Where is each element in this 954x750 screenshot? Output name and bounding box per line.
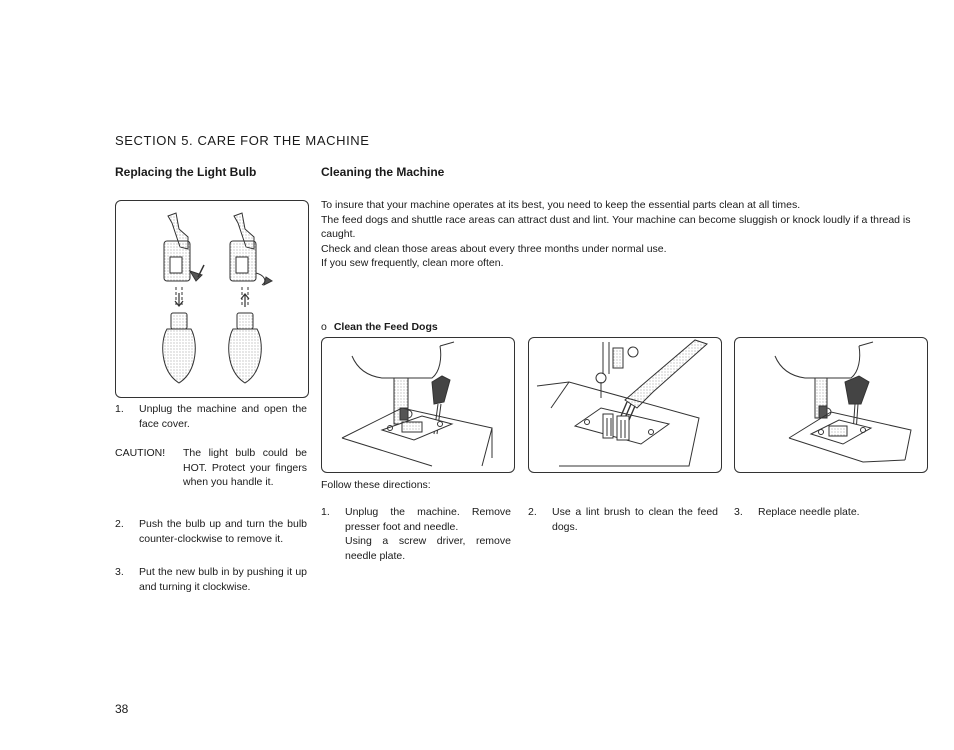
intro-line-4: If you sew frequently, clean more often. [321, 257, 504, 269]
right-step-3 [734, 505, 926, 520]
cleaning-intro [321, 198, 935, 271]
intro-line-2: The feed dogs and shuttle race areas can attract dust and lint. Your machine can become sluggish or knock loudly if a thread is caught. [321, 213, 911, 240]
intro-line-3: Check and clean those areas about every three months under normal use. [321, 242, 667, 255]
subheading-text: Clean the Feed Dogs [333, 321, 438, 333]
lint-brush-drawing [529, 338, 721, 472]
step-text: Push the bulb up and turn the bulb counter-clockwise to remove it. [139, 518, 307, 545]
page-number: 38 [115, 702, 129, 716]
left-step-3 [115, 565, 307, 594]
caution-block [115, 446, 307, 490]
step-text-line: Replace needle plate. [758, 506, 860, 518]
light-bulb-drawing [116, 201, 308, 397]
light-bulb-illustration [115, 200, 309, 398]
follow-directions: Follow these directions: [321, 479, 431, 491]
heading-cleaning-machine: Cleaning the Machine [321, 165, 445, 179]
step-text-line: Using a screw driver, remove needle plate. [345, 535, 511, 562]
left-step-1 [115, 402, 307, 431]
section-title: SECTION 5. CARE FOR THE MACHINE [115, 133, 370, 148]
bullet-icon: o [321, 321, 327, 333]
step-number: 2. [528, 506, 537, 518]
figure-clean-feed-dogs [528, 337, 722, 473]
step-text-line: Use a lint brush to clean the feed dogs. [552, 506, 718, 533]
right-step-2 [528, 505, 718, 534]
figure-replace-needle-plate [734, 337, 928, 473]
step-number: 2. [115, 518, 124, 530]
needle-plate-drawing [322, 338, 514, 472]
step-number: 1. [115, 403, 124, 415]
right-step-1 [321, 505, 511, 563]
heading-replacing-bulb: Replacing the Light Bulb [115, 165, 257, 179]
intro-line-1: To insure that your machine operates at its best, you need to keep the essential parts clean at all times. [321, 199, 801, 211]
caution-text: The light bulb could be HOT. Protect your fingers when you handle it. [183, 447, 307, 488]
clean-feed-dogs-heading [321, 321, 438, 333]
step-number: 3. [115, 566, 124, 578]
caution-label: CAUTION! [115, 447, 166, 459]
step-number: 1. [321, 506, 330, 518]
left-step-2 [115, 517, 307, 546]
step-text-line: Unplug the machine. Remove presser foot and needle. [345, 506, 511, 533]
replace-plate-drawing [735, 338, 927, 472]
step-text: Put the new bulb in by pushing it up and turning it clockwise. [139, 566, 307, 593]
step-text: Unplug the machine and open the face cover. [139, 403, 307, 430]
step-number: 3. [734, 506, 743, 518]
figure-remove-needle-plate [321, 337, 515, 473]
